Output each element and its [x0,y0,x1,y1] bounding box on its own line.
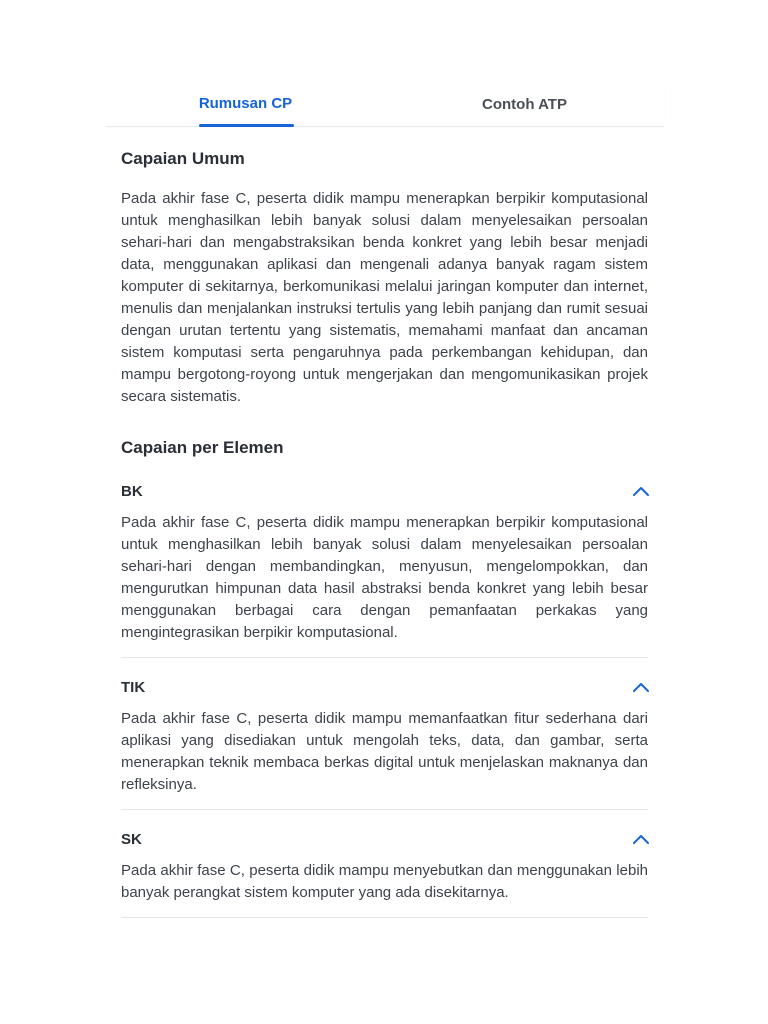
capaian-elemen-title: Capaian per Elemen [121,438,284,457]
accordion-header-bk[interactable] [121,480,648,502]
tab-bar [106,86,664,127]
accordion-body-sk [121,860,648,917]
tab-contoh-atp[interactable] [385,86,664,126]
accordion-item-tik [121,676,648,810]
chevron-up-icon[interactable] [632,681,650,693]
accordion-item-bk [121,480,648,658]
tab-rumusan-cp-label: Rumusan CP [198,95,293,112]
accordion-item-sk [121,828,648,918]
accordion-body-tik [121,708,648,809]
chevron-up-icon[interactable] [632,485,650,497]
accordion-text-bk: Pada akhir fase C, peserta didik mampu menerapkan berpikir komputasional untuk menghasilkan lebih banyak solusi dalam menyelesaikan persoalan sehari-hari dengan membandingkan, menyusun, mengelompokkan, dan mengurutkan himpunan data hasil abstraksi benda konkret yang lebih besar menggunakan berbagai cara dengan pemanfaatan perkakas yang mengintegrasikan berpikir komputasional. [121,514,648,641]
capaian-umum-title: Capaian Umum [121,149,245,168]
capaian-umum-text: Pada akhir fase C, peserta didik mampu menerapkan berpikir komputasional untuk menghasilkan lebih banyak solusi dalam menyelesaikan persoalan sehari-hari dan mengabstraksikan benda konkret yang lebih besar menjadi data, menggunakan aplikasi dan mengenali adanya banyak ragam sistem komputer di sekitarnya, berkomunikasi melalui jaringan komputer dan internet, menulis dan menjalankan instruksi tertulis yang lebih panjang dan rumit sesuai dengan urutan tertentu yang sistematis, memahami manfaat dan ancaman sistem komputasi serta pengaruhnya pada perkembangan kehidupan, dan mampu bergotong-royong untuk mengerjakan dan mengomunikasikan projek secara sistematis. [121,190,648,405]
accordion-header-sk[interactable] [121,828,648,850]
accordion-label-bk: BK [121,482,143,500]
active-tab-indicator [199,124,294,127]
accordion-label-tik: TIK [121,678,146,696]
tab-contoh-atp-label: Contoh ATP [482,96,567,113]
accordion-text-sk: Pada akhir fase C, peserta didik mampu menyebutkan dan menggunakan lebih banyak perangkat sistem komputer yang ada disekitarnya. [121,862,648,901]
chevron-up-icon[interactable] [632,833,650,845]
accordion-text-tik: Pada akhir fase C, peserta didik mampu memanfaatkan fitur sederhana dari aplikasi yang disediakan untuk mengolah teks, data, dan gambar, serta menerapkan teknik membaca berkas digital untuk menjelaskan maknanya dan refleksinya. [121,710,648,793]
accordion-body-bk [121,512,648,657]
elemen-accordion [121,480,648,918]
main-content [121,148,648,918]
accordion-label-sk: SK [121,830,142,848]
accordion-header-tik[interactable] [121,676,648,698]
tab-rumusan-cp[interactable] [106,86,385,126]
